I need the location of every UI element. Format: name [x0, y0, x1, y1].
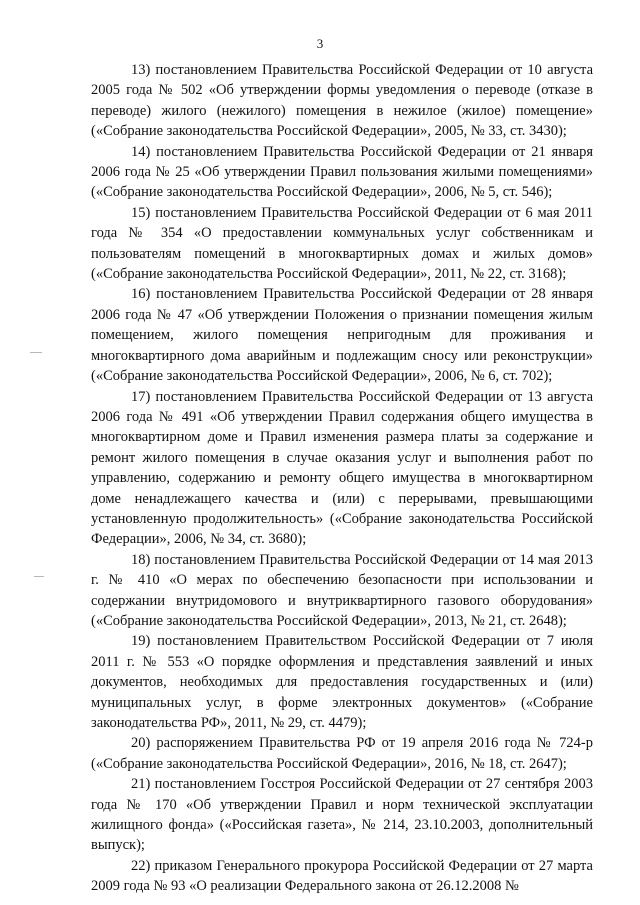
list-item-14: 14) постановлением Правительства Российской Федерации от 21 января 2006 года № 25 «Об утверждении Правил пользования жилыми помещениями» («Собрание законодательства Российской Федерации», 2006, № 5, ст. 546); — [91, 143, 593, 201]
margin-scan-mark — [30, 352, 42, 353]
list-item-19: 19) постановлением Правительством Российской Федерации от 7 июля 2011 г. № 553 «О порядке оформления и представления заявлений и иных документов, необходимых для предоставления государственных и (или) муниципальных услуг, в форме электронных документов» («Собрание законодательства РФ», 2011, № 29, ст. 4479); — [91, 633, 593, 731]
list-item-17: 17) постановлением Правительства Российской Федерации от 13 августа 2006 года № 491 «Об утверждении Правил содержания общего имущества в многоквартирном доме и Правил изменения размера платы за содержание и ремонт жилого помещения в случае оказания услуг и выполнения работ по управлению, содержанию и ремонту общего имущества в многоквартирном доме ненадлежащего качества и (или) с перерывами, превышающими установленную продолжительность» («Собрание законодательства Российской Федерации», 2006, № 34, ст. 3680); — [91, 388, 593, 548]
list-item-20: 20) распоряжением Правительства РФ от 19 апреля 2016 года № 724-р («Собрание законодательства Российской Федерации», 2016, № 18, ст. 2647); — [91, 735, 593, 772]
list-item-21: 21) постановлением Госстроя Российской Федерации от 27 сентября 2003 года № 170 «Об утверждении Правил и норм технической эксплуатации жилищного фонда» («Российская газета», № 214, 23.10.2003, дополнительный выпуск); — [91, 776, 593, 854]
list-item-16: 16) постановлением Правительства Российской Федерации от 28 января 2006 года № 47 «Об утверждении Положения о признании помещения жилым помещением, жилого помещения непригодным для проживания и многоквартирного дома аварийным и подлежащим сносу или реконструкции» («Собрание законодательства Российской Федерации», 2006, № 6, ст. 702); — [91, 286, 593, 385]
list-item-22: 22) приказом Генерального прокурора Российской Федерации от 27 марта 2009 года № 93 «О реализации Федерального закона от 26.12.2008 № — [91, 857, 593, 895]
list-item-18: 18) постановлением Правительства Российской Федерации от 14 мая 2013 г. № 410 «О мерах по обеспечению безопасности при использовании и содержании внутридомового и внутриквартирного газового оборудования» («Собрание законодательства Российской Федерации», 2013, № 21, ст. 2648); — [91, 551, 593, 629]
list-item-15: 15) постановлением Правительства Российской Федерации от 6 мая 2011 года № 354 «О предоставлении коммунальных услуг собственникам и пользователям помещений в многоквартирных домах и жилых домов» («Собрание законодательства Российской Федерации», 2011, № 22, ст. 3168); — [91, 204, 593, 283]
margin-scan-mark — [34, 576, 44, 577]
list-item-13: 13) постановлением Правительства Российской Федерации от 10 августа 2005 года № 502 «Об утверждении формы уведомления о переводе (отказе в переводе) жилого (нежилого) помещения в нежилое (жилое) помещение» («Собрание законодательства Российской Федерации», 2005, № 33, ст. 3430); — [91, 62, 593, 140]
document-body — [91, 60, 593, 897]
page-number: 3 — [316, 36, 324, 51]
